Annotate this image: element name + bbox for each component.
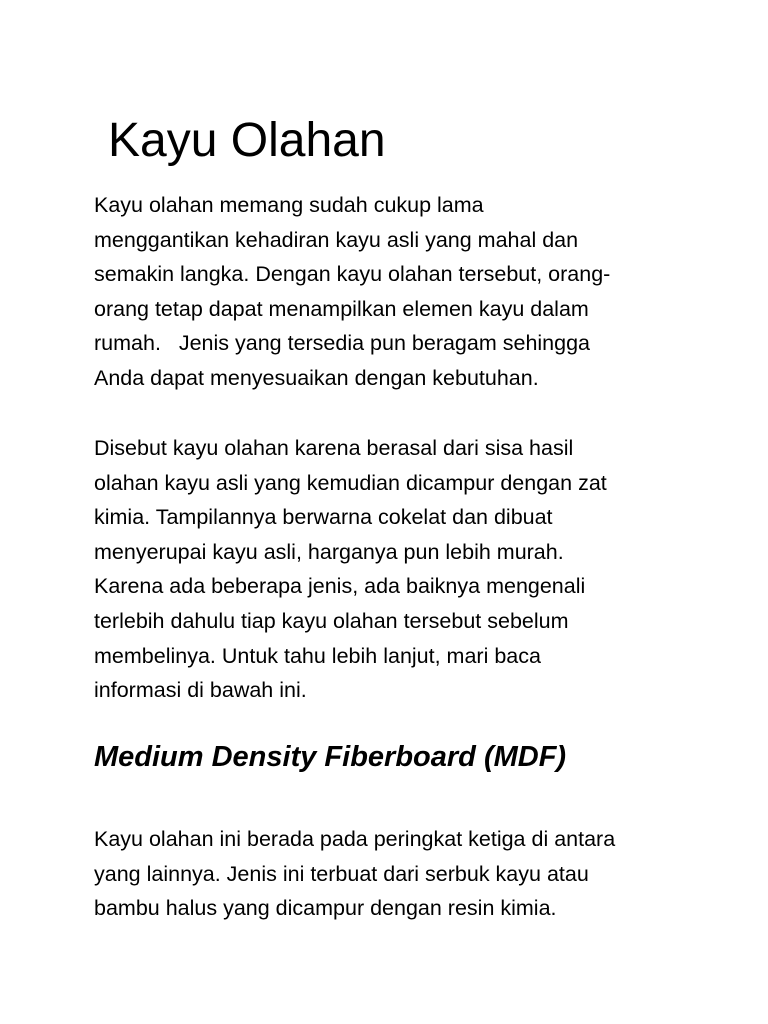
paragraph-line: menyerupai kayu asli, harganya pun lebih murah. — [94, 539, 564, 564]
paragraph-line: Kayu olahan ini berada pada peringkat ketiga di antara — [94, 827, 616, 851]
paragraph-line: olahan kayu asli yang kemudian dicampur dengan zat — [94, 470, 607, 495]
paragraph-line: Karena ada beberapa jenis, ada baiknya mengenali — [94, 574, 586, 599]
paragraph-line: bambu halus yang dicampur dengan resin kimia. — [94, 896, 557, 921]
paragraph-line: informasi di bawah ini. — [94, 678, 307, 703]
paragraph-line: yang lainnya. Jenis ini terbuat dari serbuk kayu atau — [94, 861, 589, 886]
paragraph-line: membelinya. Untuk tahu lebih lanjut, mari baca — [94, 643, 541, 668]
paragraph-line: kimia. Tampilannya berwarna cokelat dan dibuat — [94, 505, 553, 530]
paragraph-line: rumah. Jenis yang tersedia pun beragam sehingga — [94, 331, 591, 356]
section-heading-mdf: Medium Density Fiberboard (MDF) — [94, 741, 567, 773]
paragraph-line: orang tetap dapat menampilkan elemen kayu dalam — [94, 296, 589, 321]
paragraph-line: terlebih dahulu tiap kayu olahan tersebut sebelum — [94, 608, 569, 633]
definition-paragraph — [94, 431, 694, 708]
page-title: Kayu Olahan — [108, 114, 386, 167]
intro-paragraph — [94, 188, 694, 396]
paragraph-line: semakin langka. Dengan kayu olahan tersebut, orang- — [94, 262, 611, 287]
paragraph-line: Kayu olahan memang sudah cukup lama — [94, 193, 484, 217]
paragraph-line: Anda dapat menyesuaikan dengan kebutuhan. — [94, 365, 539, 390]
paragraph-line: Disebut kayu olahan karena berasal dari sisa hasil — [94, 436, 574, 460]
paragraph-line: menggantikan kehadiran kayu asli yang mahal dan — [94, 227, 579, 252]
mdf-paragraph — [94, 822, 694, 926]
